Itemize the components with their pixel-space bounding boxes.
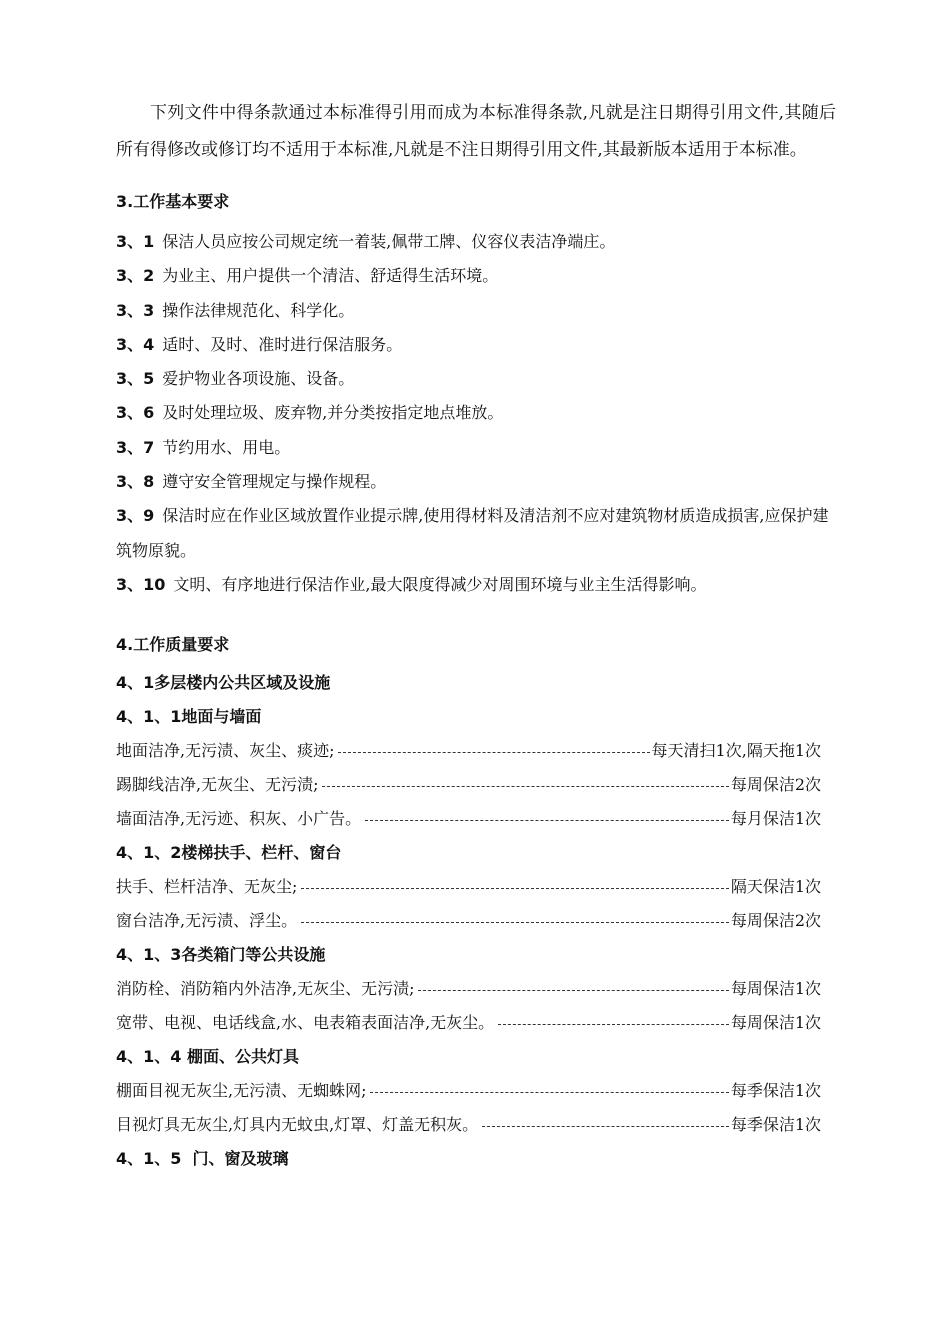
standard-item [116,734,821,768]
subsubsection-heading: 4、1、1地面与墙面 [116,707,262,727]
frequency-text: 隔天保洁1次 [730,877,821,897]
frequency-text: 每周保洁1次 [730,979,821,999]
item-number: 3、9 [116,506,155,526]
frequency-text: 每周保洁1次 [730,1013,821,1033]
standard-text: 棚面目视无灰尘,无污渍、无蜘蛛网; [116,1081,367,1101]
frequency-text: 每天清扫1次,隔天拖1次 [651,741,821,761]
requirement-item [116,259,836,293]
item-text: 节约用水、用电。 [162,437,291,457]
item-number: 3、8 [116,472,155,492]
item-number: 3、3 [116,300,155,320]
standard-text: 消防栓、消防箱内外洁净,无灰尘、无污渍; [116,979,415,999]
subsubsection-heading: 4、1、3各类箱门等公共设施 [116,945,326,965]
item-text: 爱护物业各项设施、设备。 [162,369,355,389]
document-page [116,95,836,1176]
dashed-leader [418,990,728,991]
frequency-text: 每季保洁1次 [730,1081,821,1101]
standard-text: 墙面洁净,无污迹、积灰、小广告。 [116,809,362,829]
dashed-leader [482,1126,729,1127]
requirement-item [116,362,836,396]
standard-item [116,870,821,904]
item-text: 保洁人员应按公司规定统一着装,佩带工牌、仪容仪表洁净端庄。 [162,232,616,251]
requirement-item [116,225,836,259]
item-text: 操作法律规范化、科学化。 [162,300,355,320]
frequency-text: 每月保洁1次 [730,809,821,829]
requirement-item [116,568,836,602]
item-text: 及时处理垃圾、废弃物,并分类按指定地点堆放。 [162,403,504,423]
frequency-text: 每季保洁1次 [730,1115,821,1135]
item-number: 3、7 [116,437,155,457]
standard-text: 地面洁净,无污渍、灰尘、痰迹; [116,741,335,761]
standard-item [116,972,821,1006]
standard-item [116,768,821,802]
dashed-leader [338,752,649,753]
standard-text: 踢脚线洁净,无灰尘、无污渍; [116,775,319,795]
item-text: 保洁时应在作业区域放置作业提示牌,使用得材料及清洁剂不应对建筑物材质造成损害,应保护建筑物原貌。 [116,506,829,560]
requirement-item [116,328,836,362]
standard-item [116,1006,821,1040]
standard-text: 窗台洁净,无污渍、浮尘。 [116,911,298,931]
subsubsection-heading: 4、1、5 门、窗及玻璃 [116,1149,289,1169]
item-number: 3、6 [116,403,155,423]
frequency-text: 每周保洁2次 [730,775,821,795]
dashed-leader [498,1024,729,1025]
item-number: 3、1 [116,232,155,251]
requirement-item [116,294,836,328]
standard-item [116,904,821,938]
dashed-leader [301,888,728,889]
intro-paragraph: 下列文件中得条款通过本标准得引用而成为本标准得条款,凡就是注日期得引用文件,其随后所有得修改或修订均不适用于本标准,凡就是不注日期得引用文件,其最新版本适用于本标准。 [116,103,836,160]
requirement-item [116,396,836,430]
item-text: 为业主、用户提供一个清洁、舒适得生活环境。 [162,266,499,286]
standard-text: 目视灯具无灰尘,灯具内无蚊虫,灯罩、灯盖无积灰。 [116,1115,479,1135]
item-text: 文明、有序地进行保洁作业,最大限度得减少对周围环境与业主生活得影响。 [173,574,707,594]
section-3-list [116,225,836,602]
item-number: 3、2 [116,266,155,286]
section-4-heading: 4.工作质量要求 [116,635,230,655]
requirement-item [116,499,836,568]
requirement-item [116,431,836,465]
standard-item [116,802,821,836]
dashed-leader [301,922,729,923]
subsubsection-heading: 4、1、2楼梯扶手、栏杆、窗台 [116,843,342,863]
section-3-heading: 3.工作基本要求 [116,192,230,211]
dashed-leader [370,1092,728,1093]
requirement-item [116,465,836,499]
dashed-leader [322,786,728,787]
item-text: 遵守安全管理规定与操作规程。 [162,472,387,492]
standard-text: 扶手、栏杆洁净、无灰尘; [116,877,298,897]
subsubsection-heading: 4、1、4 棚面、公共灯具 [116,1047,299,1067]
item-number: 3、5 [116,369,155,389]
standard-text: 宽带、电视、电话线盒,水、电表箱表面洁净,无灰尘。 [116,1013,495,1033]
item-text: 适时、及时、准时进行保洁服务。 [162,334,403,354]
item-number: 3、4 [116,334,155,354]
subsection-heading: 4、1多层楼内公共区域及设施 [116,673,331,693]
frequency-text: 每周保洁2次 [730,911,821,931]
standard-item [116,1074,821,1108]
standard-item [116,1108,821,1142]
item-number: 3、10 [116,574,166,594]
dashed-leader [365,820,729,821]
